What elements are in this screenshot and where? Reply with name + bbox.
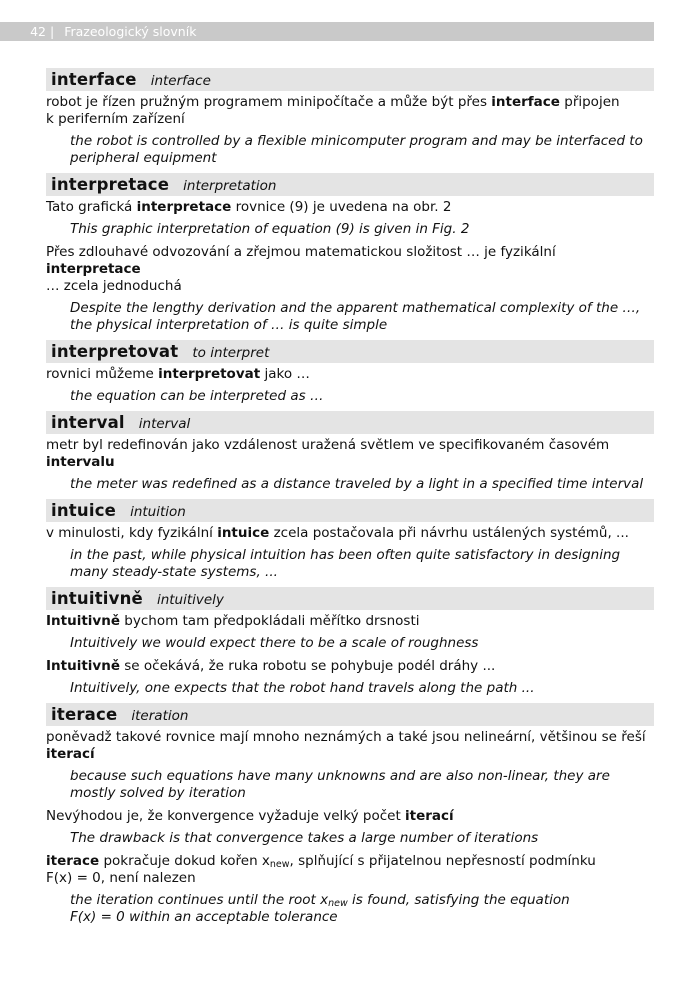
headword-translation: interval <box>138 416 191 432</box>
english-translation: the iteration continues until the root $x_{new}$ is found, satisfying the equation F(x) = 0 within an acceptable tolerance <box>70 892 570 925</box>
entry-header <box>46 499 654 522</box>
dictionary-entry <box>46 499 654 581</box>
highlighted-term: intuice <box>217 525 270 541</box>
czech-example: iterace pokračuje dokud kořen $x_{new}$, splňující s přijatelnou nepřesností podmínku F(x) = 0, není nalezen <box>46 853 596 886</box>
subscript: new <box>269 859 290 870</box>
highlighted-term: intervalu <box>46 454 115 470</box>
headword: intuice <box>51 501 117 520</box>
highlighted-term: iterací <box>405 808 454 824</box>
headword: interface <box>51 70 137 89</box>
running-head <box>0 22 654 41</box>
entry-header <box>46 173 654 196</box>
english-translation: This graphic interpretation of equation (9) is given in Fig. 2 <box>70 221 470 237</box>
dictionary-entry <box>46 411 654 493</box>
dictionary-entry <box>46 703 654 926</box>
entry-header <box>46 411 654 434</box>
czech-example: poněvadž takové rovnice mají mnoho neznámých a také jsou nelineární, většinou se řeší iterací <box>46 729 646 762</box>
czech-example: Intuitivně se očekává, že ruka robotu se pohybuje podél dráhy ... <box>46 658 496 674</box>
headword-translation: to interpret <box>192 345 270 361</box>
czech-example: v minulosti, kdy fyzikální intuice zcela postačovala při návrhu ustálených systémů, ... <box>46 525 629 541</box>
czech-example: Tato grafická interpretace rovnice (9) je uvedena na obr. 2 <box>46 199 452 215</box>
highlighted-term: interpretace <box>46 261 141 277</box>
header-separator: | <box>50 24 55 39</box>
entry-header <box>46 587 654 610</box>
highlighted-term: Intuitivně <box>46 658 120 674</box>
page-number: 42 <box>30 24 46 39</box>
czech-example: metr byl redefinován jako vzdálenost uražená světlem ve specifikovaném časovém intervalu <box>46 437 610 470</box>
czech-example: Nevýhodou je, že konvergence vyžaduje velký počet iterací <box>46 808 454 824</box>
czech-example: rovnici můžeme interpretovat jako … <box>46 366 310 382</box>
book-title: Frazeologický slovník <box>64 24 197 39</box>
dictionary-entry <box>46 173 654 334</box>
highlighted-term: interpretovat <box>158 366 261 382</box>
headword-translation: interpretation <box>183 178 277 194</box>
subscript: new <box>328 898 348 909</box>
english-translation: in the past, while physical intuition has been often quite satisfactory in designing many steady-state systems, ... <box>70 547 621 580</box>
headword: interval <box>51 413 125 432</box>
headword-translation: intuitively <box>156 592 224 608</box>
english-translation: because such equations have many unknowns and are also non-linear, they are mostly solved by iteration <box>70 768 610 801</box>
english-translation: the robot is controlled by a flexible minicomputer program and may be interfaced to peripheral equipment <box>70 133 643 166</box>
entry-header <box>46 68 654 91</box>
highlighted-term: interface <box>491 94 560 110</box>
entry-header <box>46 703 654 726</box>
highlighted-term: iterace <box>46 853 100 869</box>
english-translation: Intuitively, one expects that the robot hand travels along the path ... <box>70 680 535 696</box>
dictionary-entry <box>46 587 654 697</box>
headword: interpretovat <box>51 342 179 361</box>
highlighted-term: iterací <box>46 746 95 762</box>
headword: interpretace <box>51 175 170 194</box>
english-translation: the equation can be interpreted as … <box>70 388 324 404</box>
english-translation: Intuitively we would expect there to be a scale of roughness <box>70 635 479 651</box>
dictionary-entry <box>46 68 654 167</box>
english-translation: Despite the lengthy derivation and the apparent mathematical complexity of the …, the physical interpretation of … is quite simple <box>70 300 641 333</box>
headword: intuitivně <box>51 589 143 608</box>
headword-translation: iteration <box>131 708 189 724</box>
dictionary-entry <box>46 340 654 405</box>
highlighted-term: interpretace <box>136 199 232 215</box>
english-translation: The drawback is that convergence takes a large number of iterations <box>70 830 539 846</box>
czech-example: Přes zdlouhavé odvozování a zřejmou matematickou složitost … je fyzikální interpretace … zcela jednoduchá <box>46 244 556 294</box>
highlighted-term: Intuitivně <box>46 613 120 629</box>
english-translation: the meter was redefined as a distance traveled by a light in a specified time interval <box>70 476 644 492</box>
dictionary-content <box>46 68 654 932</box>
headword-translation: intuition <box>130 504 186 520</box>
czech-example: robot je řízen pružným programem minipočítače a může být přes interface připojen k periferním zařízení <box>46 94 620 127</box>
czech-example: Intuitivně bychom tam předpokládali měřítko drsnosti <box>46 613 420 629</box>
entry-header <box>46 340 654 363</box>
headword: iterace <box>51 705 118 724</box>
headword-translation: interface <box>150 73 211 89</box>
